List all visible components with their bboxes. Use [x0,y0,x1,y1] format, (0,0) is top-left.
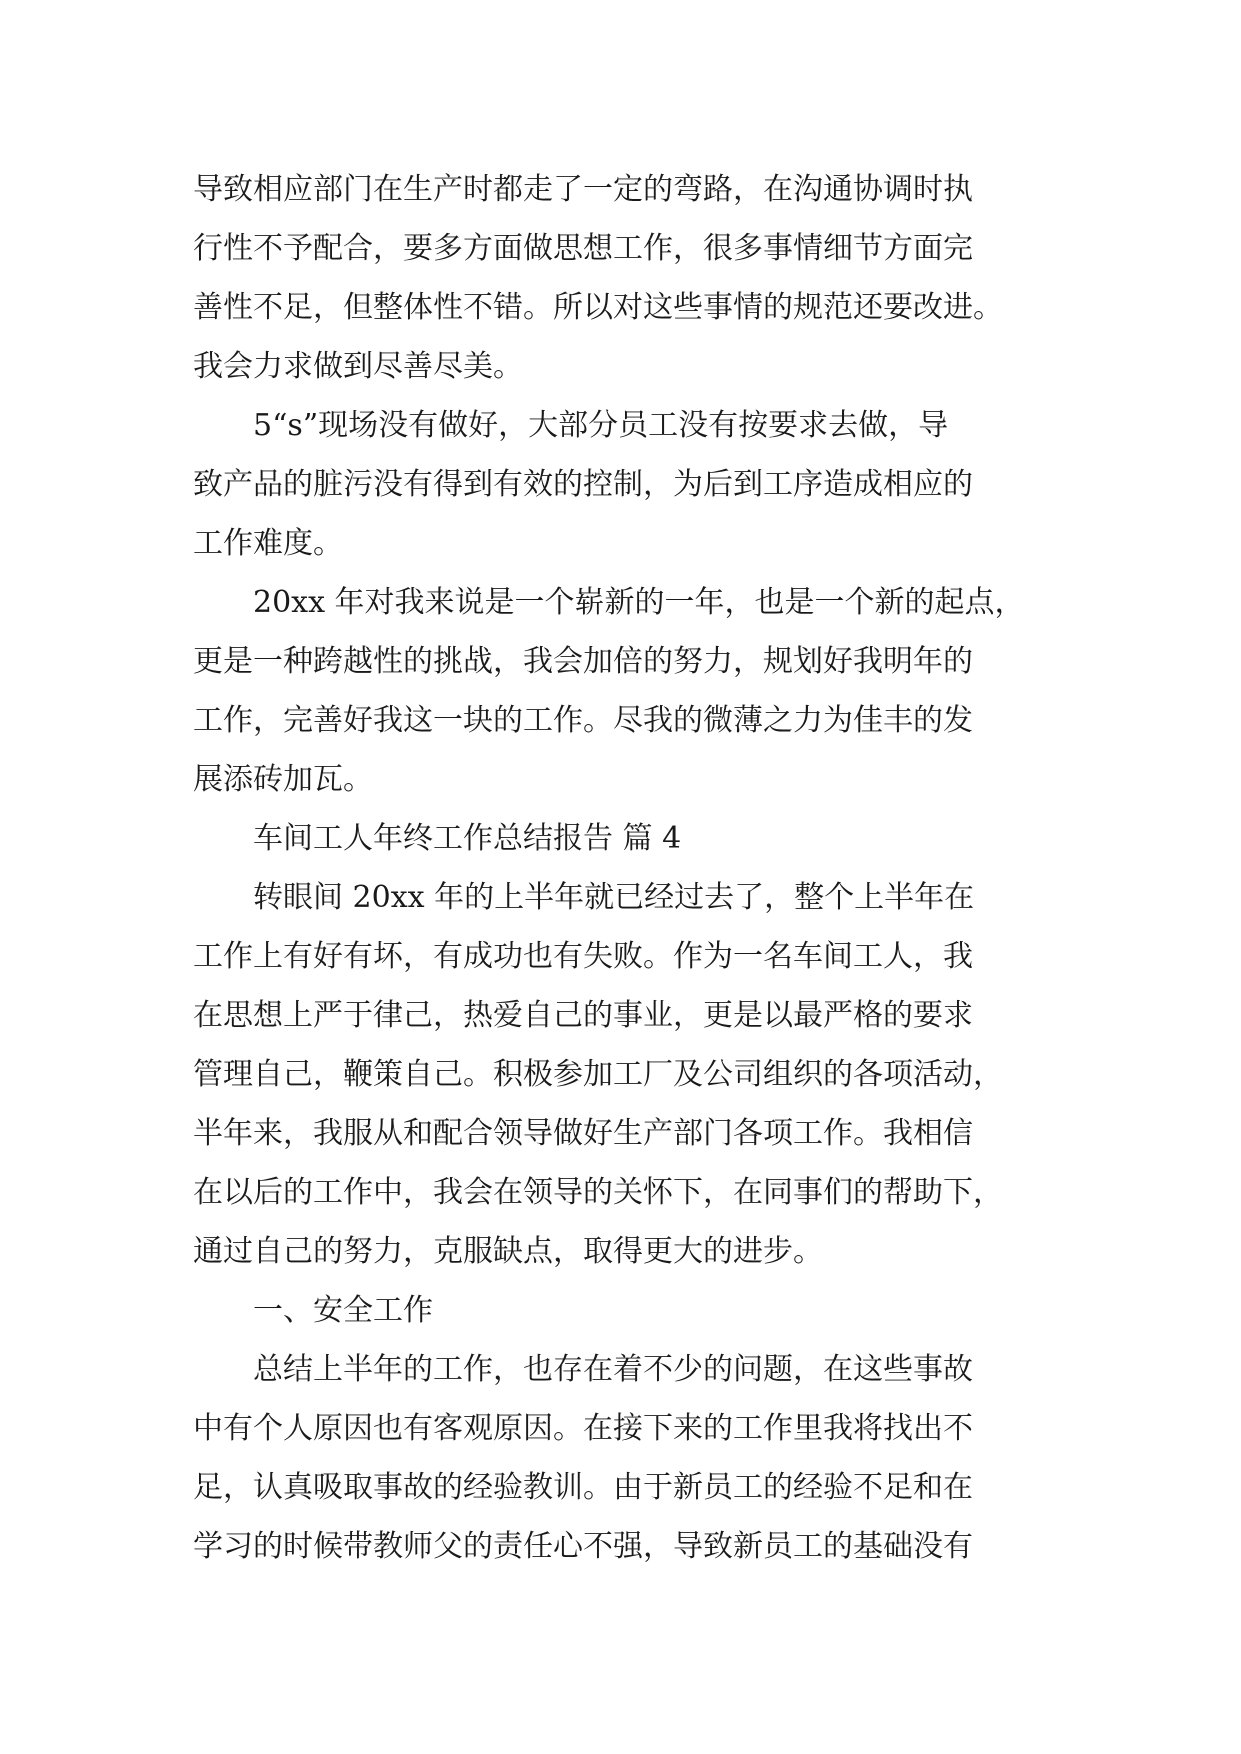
text-line: 足，认真吸取事故的经验教训。由于新员工的经验不足和在 [193,1470,973,1505]
text-line: 导致相应部门在生产时都走了一定的弯路，在沟通协调时执 [193,172,973,207]
text-line: 致产品的脏污没有得到有效的控制，为后到工序造成相应的 [193,467,973,502]
text-line: 中有个人原因也有客观原因。在接下来的工作里我将找出不 [193,1411,973,1446]
text-line: 善性不足，但整体性不错。所以对这些事情的规范还要改进。 [193,290,1003,325]
text-line: 半年来，我服从和配合领导做好生产部门各项工作。我相信 [193,1116,973,1151]
text-line: 工作上有好有坏，有成功也有失败。作为一名车间工人，我 [193,939,973,974]
section-heading: 车间工人年终工作总结报告 篇 4 [253,821,682,856]
text-line: 工作难度。 [193,526,343,561]
text-line: 工作，完善好我这一块的工作。尽我的微薄之力为佳丰的发 [193,703,973,738]
text-line: 在以后的工作中，我会在领导的关怀下，在同事们的帮助下， [193,1175,1003,1210]
text-line: 更是一种跨越性的挑战，我会加倍的努力，规划好我明年的 [193,644,973,679]
paragraph-first-line: 5“s”现场没有做好，大部分员工没有按要求去做，导 [253,408,949,443]
text-line: 通过自己的努力，克服缺点，取得更大的进步。 [193,1234,823,1269]
text-line: 展添砖加瓦。 [193,762,373,797]
subsection-heading: 一、安全工作 [253,1293,433,1328]
paragraph-first-line: 转眼间 20xx 年的上半年就已经过去了，整个上半年在 [253,880,975,915]
document-body [193,160,1053,1576]
text-line: 行性不予配合，要多方面做思想工作，很多事情细节方面完 [193,231,973,266]
paragraph-first-line: 20xx 年对我来说是一个崭新的一年，也是一个新的起点， [253,585,1025,620]
text-line: 管理自己，鞭策自己。积极参加工厂及公司组织的各项活动， [193,1057,1003,1092]
text-line: 在思想上严于律己，热爱自己的事业，更是以最严格的要求 [193,998,973,1033]
text-line: 我会力求做到尽善尽美。 [193,349,523,384]
paragraph-first-line: 总结上半年的工作，也存在着不少的问题，在这些事故 [253,1352,973,1387]
text-line: 学习的时候带教师父的责任心不强，导致新员工的基础没有 [193,1529,973,1564]
